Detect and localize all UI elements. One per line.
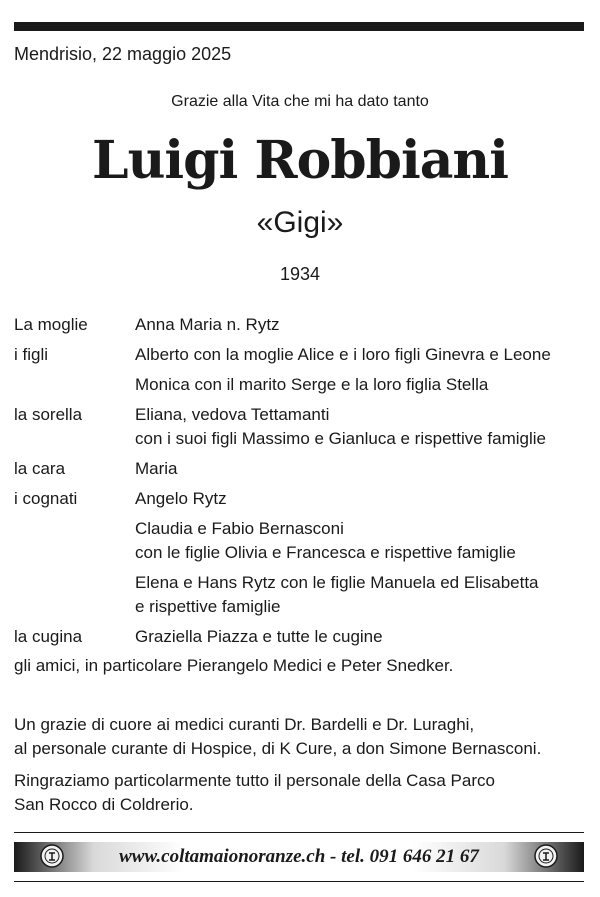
relation-label: la cara [14, 459, 66, 478]
relative-names [135, 343, 594, 397]
relation-label: i cognati [14, 489, 78, 508]
footer-bar [14, 842, 584, 872]
friends-line: gli amici, in particolare Pierangelo Medici e Peter Snedker. [14, 656, 454, 675]
relative-group [135, 625, 594, 649]
family-row [14, 457, 594, 481]
birth-year: 1934 [279, 264, 321, 284]
relative-group [135, 403, 594, 451]
relative-line: Graziella Piazza e tutte le cugine [135, 627, 383, 646]
top-rule [14, 22, 584, 31]
relative-group [135, 487, 594, 511]
relative-line: e rispettive famiglie [135, 597, 281, 616]
relative-group [135, 517, 594, 565]
thanks-line: al personale curante di Hospice, di K Cure, a don Simone Bernasconi. [14, 739, 542, 758]
relative-line: Alberto con la moglie Alice e i loro figli Ginevra e Leone [135, 345, 551, 364]
relation-label: la cugina [14, 627, 83, 646]
thanks-line: San Rocco di Coldrerio. [14, 795, 194, 814]
deceased-name: Luigi Robbiani [92, 130, 508, 191]
relative-names [135, 457, 594, 481]
relative-line: Claudia e Fabio Bernasconi [135, 519, 344, 538]
dateline: Mendrisio, 22 maggio 2025 [14, 44, 232, 64]
thanks-line: Un grazie di cuore ai medici curanti Dr. Bardelli e Dr. Luraghi, [14, 715, 475, 734]
relative-names [135, 403, 594, 451]
footer-top-rule [14, 832, 584, 833]
relative-group [135, 373, 594, 397]
relative-line: Maria [135, 459, 178, 478]
relative-line: Monica con il marito Serge e la loro figlia Stella [135, 375, 489, 394]
relation-label: i figli [14, 345, 49, 364]
relative-line: con le figlie Olivia e Francesca e rispettive famiglie [135, 543, 516, 562]
relative-group [135, 457, 594, 481]
nickname: «Gigi» [256, 206, 344, 239]
relative-group [135, 343, 594, 367]
footer-contact: www.coltamaionoranze.ch - tel. 091 646 21 67 [119, 846, 479, 867]
family-row [14, 313, 594, 337]
relative-names [135, 487, 594, 619]
relative-line: Anna Maria n. Rytz [135, 315, 280, 334]
family-row [14, 487, 594, 619]
thanks-paragraph [14, 769, 594, 817]
family-row [14, 403, 594, 451]
relation-label: la sorella [14, 405, 83, 424]
relative-line: Eliana, vedova Tettamanti [135, 405, 330, 424]
family-list [14, 313, 594, 678]
thanks-section [14, 713, 594, 825]
funeral-home-emblem-icon [534, 844, 558, 868]
thanks-paragraph [14, 713, 594, 761]
family-row [14, 343, 594, 397]
relative-line: Angelo Rytz [135, 489, 227, 508]
footer-bottom-rule [14, 881, 584, 882]
relative-names [135, 313, 594, 337]
family-row [14, 625, 594, 649]
relative-line: con i suoi figli Massimo e Gianluca e rispettive famiglie [135, 429, 547, 448]
relative-group [135, 313, 594, 337]
relation-label: La moglie [14, 315, 88, 334]
relative-group [135, 571, 594, 619]
epigraph: Grazie alla Vita che mi ha dato tanto [171, 93, 429, 110]
relative-line: Elena e Hans Rytz con le figlie Manuela ed Elisabetta [135, 573, 539, 592]
relative-names [135, 625, 594, 649]
thanks-line: Ringraziamo particolarmente tutto il personale della Casa Parco [14, 771, 495, 790]
